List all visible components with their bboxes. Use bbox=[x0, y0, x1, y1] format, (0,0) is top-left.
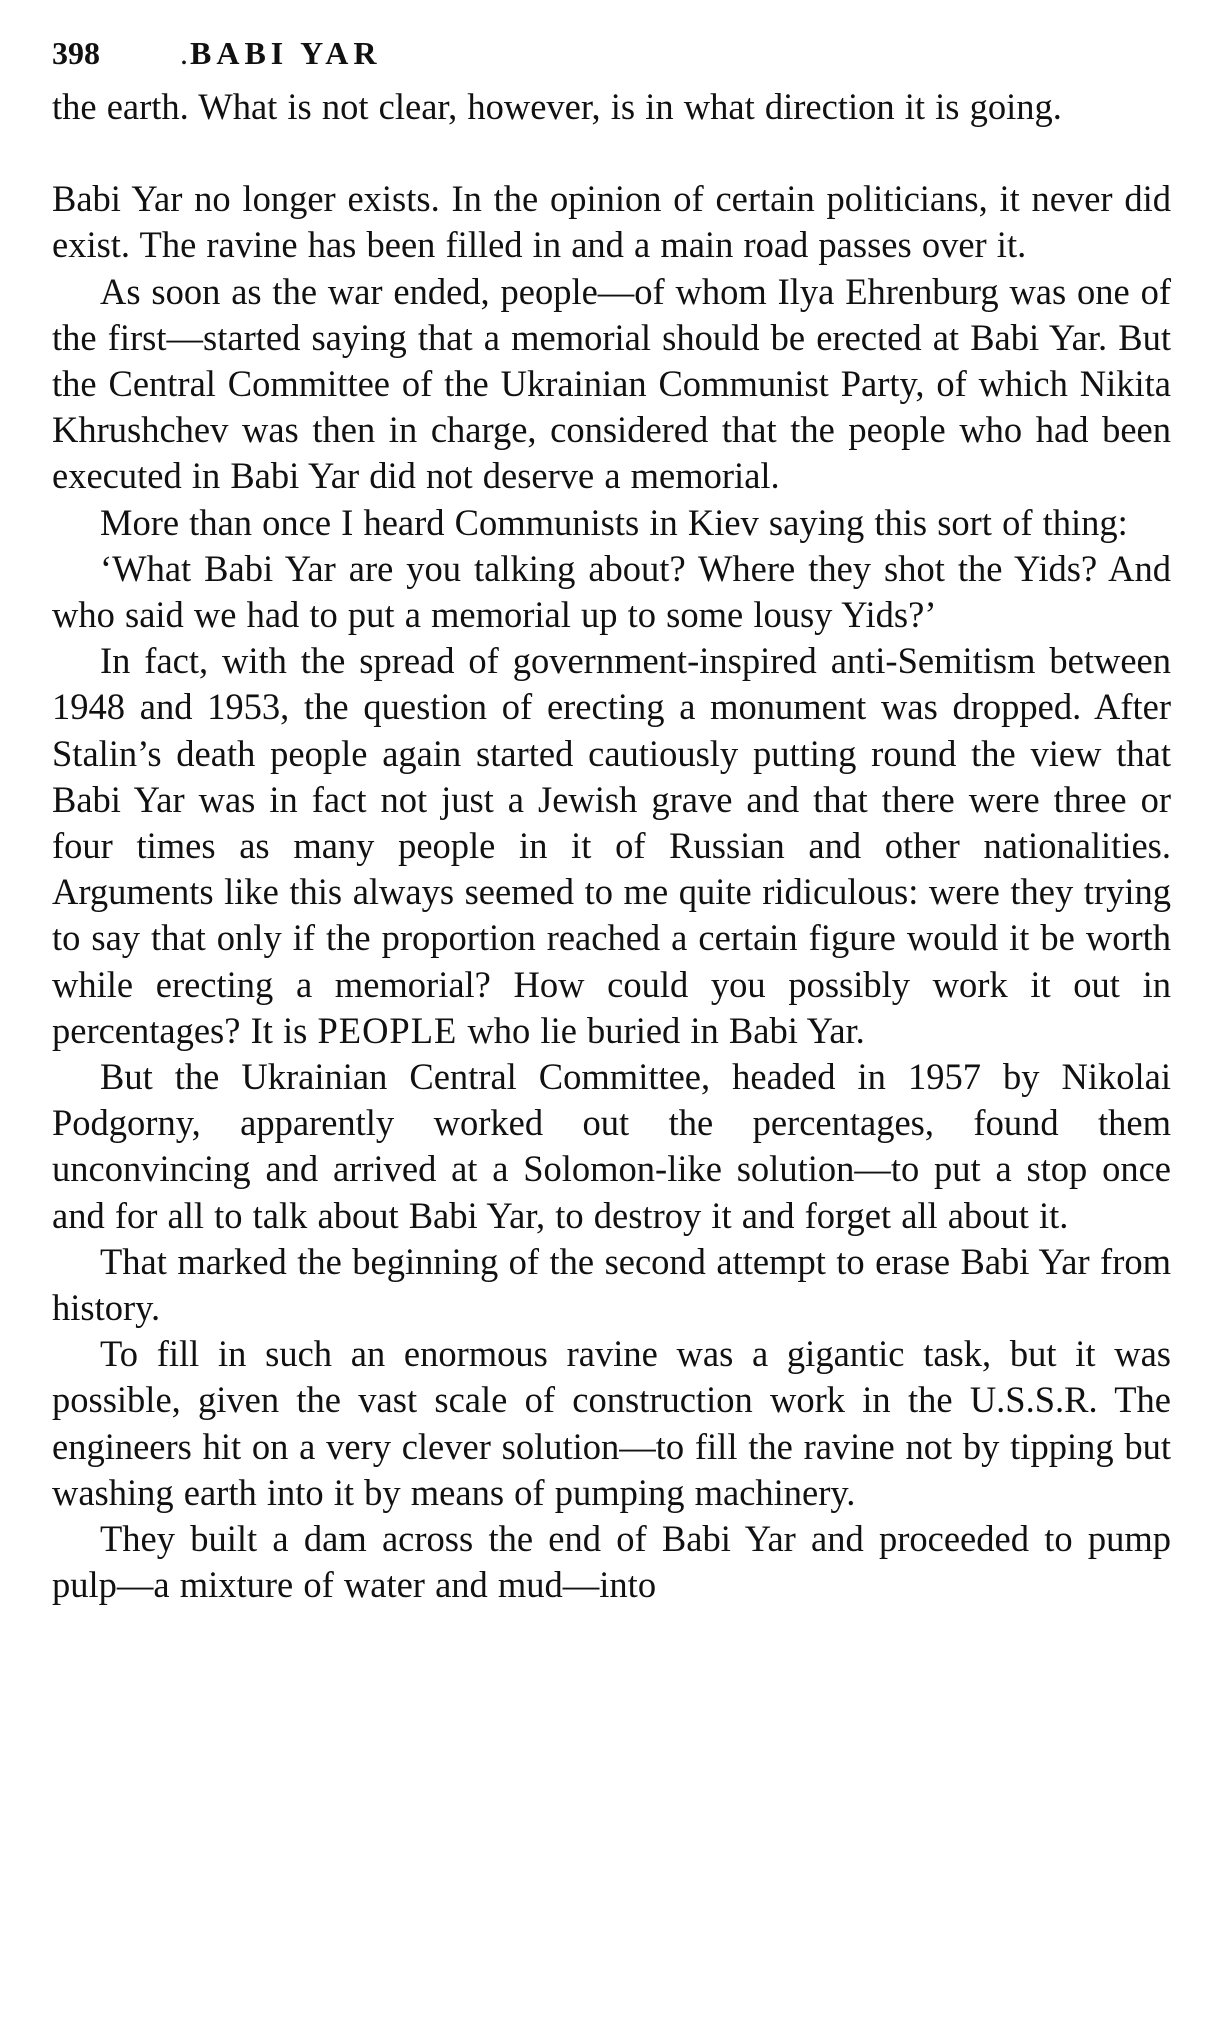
paragraph: As soon as the war ended, people—of whom Ilya Ehrenburg was one of the first—started saying that a memorial should be erected at Babi Yar. But the Central Committee of the Ukrainian Communist Party, of which Nikita Khrushchev was then in charge, considered that the people who had been executed in Babi Yar did not deserve a memorial. bbox=[52, 270, 1171, 497]
paragraph-section-start: Babi Yar no longer exists. In the opinion of certain politicians, it never did exist. The ravine has been filled in and a main road passes over it. bbox=[52, 178, 1171, 266]
paragraph: But the Ukrainian Central Committee, headed in 1957 by Nikolai Podgorny, apparently worked out the percentages, found them unconvincing and arrived at a Solomon-like solution—to put a stop once and for all to talk about Babi Yar, to destroy it and forget all about it. bbox=[52, 1056, 1171, 1236]
paragraph: That marked the beginning of the second attempt to erase Babi Yar from history. bbox=[52, 1240, 1171, 1329]
paragraph-quotation: ‘What Babi Yar are you talking about? Where they shot the Yids? And who said we had to put a memorial up to some lousy Yids?’ bbox=[52, 547, 1171, 636]
page-number: 398 bbox=[52, 35, 100, 71]
paragraph-continuation: the earth. What is not clear, however, is in what direction it is going. bbox=[52, 86, 1062, 127]
emphasized-word: PEOPLE bbox=[317, 1009, 458, 1051]
paragraph bbox=[52, 638, 1171, 1054]
body-text bbox=[52, 84, 1171, 1609]
running-head bbox=[52, 22, 1171, 84]
header-dot: . bbox=[180, 35, 188, 71]
paragraph-text: who lie buried in Babi Yar. bbox=[457, 1009, 865, 1051]
paragraph: They built a dam across the end of Babi Yar and proceeded to pump pulp—a mixture of water and mud—into bbox=[52, 1518, 1171, 1606]
book-title: BABI YAR bbox=[190, 35, 382, 71]
paragraph: More than once I heard Communists in Kiev saying this sort of thing: bbox=[100, 501, 1128, 543]
paragraph-text: In fact, with the spread of government-inspired anti-Semitism between 1948 and 1953, the question of erecting a monument was dropped. After Stalin’s death people again started cautiously putting round the view that Babi Yar was in fact not just a Jewish grave and that there were three or four times as many people in it of Russian and other nationalities. Arguments like this always seemed to me quite ridiculous: were they trying to say that only if the proportion reached a certain figure would it be worth while erecting a memorial? How could you possibly work it out in percentages? It is bbox=[52, 640, 1171, 1051]
paragraph: To fill in such an enormous ravine was a gigantic task, but it was possible, given the vast scale of construction work in the U.S.S.R. The engineers hit on a very clever solution—to fill the ravine not by tipping but washing earth into it by means of pumping machinery. bbox=[52, 1333, 1171, 1513]
